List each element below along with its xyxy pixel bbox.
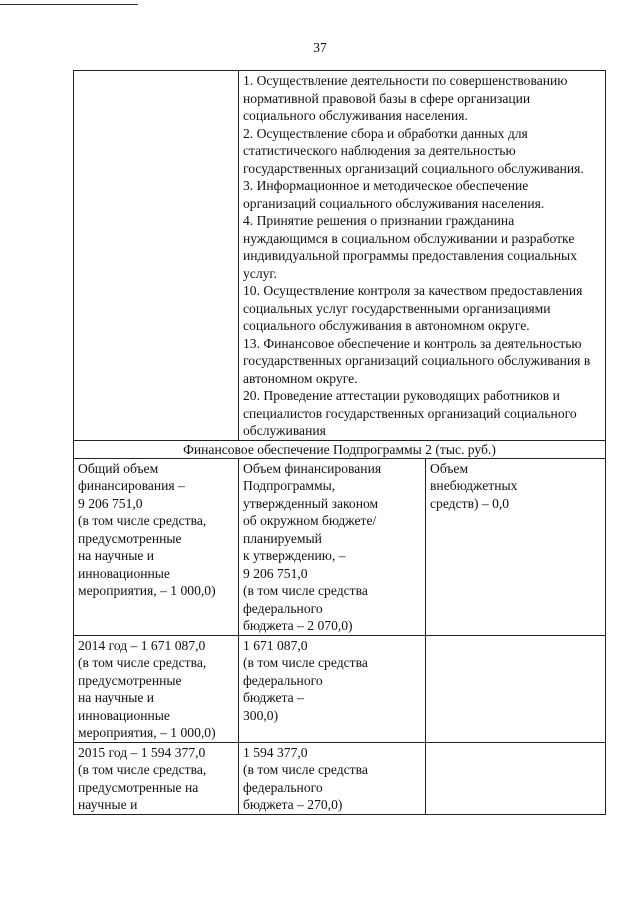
- cell-line: об окружном бюджете/: [243, 513, 377, 528]
- cell-line: Общий объем: [78, 460, 159, 476]
- cell-line: федерального: [243, 779, 323, 795]
- cell-line: мероприятия, – 1 000,0): [78, 725, 216, 740]
- cell-line: (в том числе средства,: [78, 762, 207, 777]
- total-volume-cell: [74, 458, 239, 635]
- cell-line: 1 594 377,0: [243, 744, 308, 760]
- year-program-cell: [239, 742, 426, 814]
- cell-line: мероприятия, – 1 000,0): [78, 583, 216, 598]
- task-item: 13. Финансовое обеспечение и контроль за деятельностью государственных организаций социального обслуживания в автономном округе.: [243, 335, 591, 386]
- cell-line: 2014 год – 1 671 087,0: [78, 637, 206, 653]
- task-item: 4. Принятие решения о признании гражданина нуждающимся в социальном обслуживании и разработке индивидуальной программы предоставления социальных услуг.: [243, 213, 577, 281]
- cell-line: на научные и: [78, 690, 155, 705]
- cell-line: планируемый: [243, 530, 322, 546]
- cell-line: (в том числе средства,: [78, 655, 207, 670]
- cell-line: 2015 год – 1 594 377,0: [78, 744, 206, 760]
- cell-line: федерального: [243, 600, 323, 616]
- year-program-cell: [239, 635, 426, 742]
- cell-line: инновационные: [78, 565, 170, 581]
- cell-line: (в том числе средства: [243, 583, 368, 598]
- cell-line: 300,0): [243, 707, 279, 723]
- cell-line: научные и: [78, 797, 138, 812]
- year-extrabudgetary-cell: [426, 635, 606, 742]
- task-item: 3. Информационное и методическое обеспечение организаций социального обслуживания населения.: [243, 178, 545, 211]
- cell-line: (в том числе средства: [243, 762, 368, 777]
- cell-line: 9 206 751,0: [78, 495, 143, 511]
- cell-line: предусмотренные: [78, 530, 182, 546]
- year-total-cell: [74, 742, 239, 814]
- cell-line: (в том числе средства: [243, 655, 368, 670]
- cell-line: финансирования –: [78, 478, 185, 493]
- task-item: 10. Осуществление контроля за качеством предоставления социальных услуг государственными организациями социального обслуживания в автономном округе.: [243, 283, 583, 333]
- extrabudgetary-cell: [426, 458, 606, 635]
- financing-year-row: [74, 635, 606, 742]
- tasks-cell: [239, 71, 606, 441]
- financing-header: Финансовое обеспечение Подпрограммы 2 (тыс. руб.): [74, 440, 606, 458]
- cell-line: 9 206 751,0: [243, 565, 308, 581]
- cell-line: федерального: [243, 672, 323, 688]
- cell-line: Подпрограммы,: [243, 478, 336, 493]
- tasks-label-cell: [74, 71, 239, 441]
- financing-header-row: [74, 440, 606, 458]
- cell-line: предусмотренные на: [78, 779, 199, 795]
- cell-line: средств) – 0,0: [430, 495, 510, 511]
- financing-year-row: [74, 742, 606, 814]
- corner-rule: [0, 4, 138, 5]
- cell-line: бюджета –: [243, 690, 304, 705]
- cell-line: бюджета – 270,0): [243, 797, 343, 812]
- cell-line: 1 671 087,0: [243, 637, 308, 653]
- task-item: 20. Проведение аттестации руководящих работников и специалистов государственных организаций социального обслуживания: [243, 388, 577, 438]
- program-table: [73, 70, 606, 815]
- cell-line: Объем: [430, 460, 469, 476]
- task-item: 1. Осуществление деятельности по совершенствованию нормативной правовой базы в сфере организации социального обслуживания населения.: [243, 73, 568, 123]
- financing-total-row: [74, 458, 606, 635]
- cell-line: утвержденный законом: [243, 495, 379, 511]
- task-item: 2. Осуществление сбора и обработки данных для статистического наблюдения за деятельностью государственных организаций социального обслуживания.: [243, 125, 584, 176]
- year-total-cell: [74, 635, 239, 742]
- cell-line: внебюджетных: [430, 478, 518, 493]
- cell-line: (в том числе средства,: [78, 513, 207, 528]
- cell-line: инновационные: [78, 707, 170, 723]
- year-extrabudgetary-cell: [426, 742, 606, 814]
- tasks-row: [74, 71, 606, 441]
- cell-line: предусмотренные: [78, 672, 182, 688]
- cell-line: Объем финансирования: [243, 460, 382, 476]
- program-volume-cell: [239, 458, 426, 635]
- cell-line: на научные и: [78, 548, 155, 563]
- cell-line: бюджета – 2 070,0): [243, 618, 353, 633]
- cell-line: к утверждению, –: [243, 548, 346, 563]
- page-number: 37: [313, 40, 327, 55]
